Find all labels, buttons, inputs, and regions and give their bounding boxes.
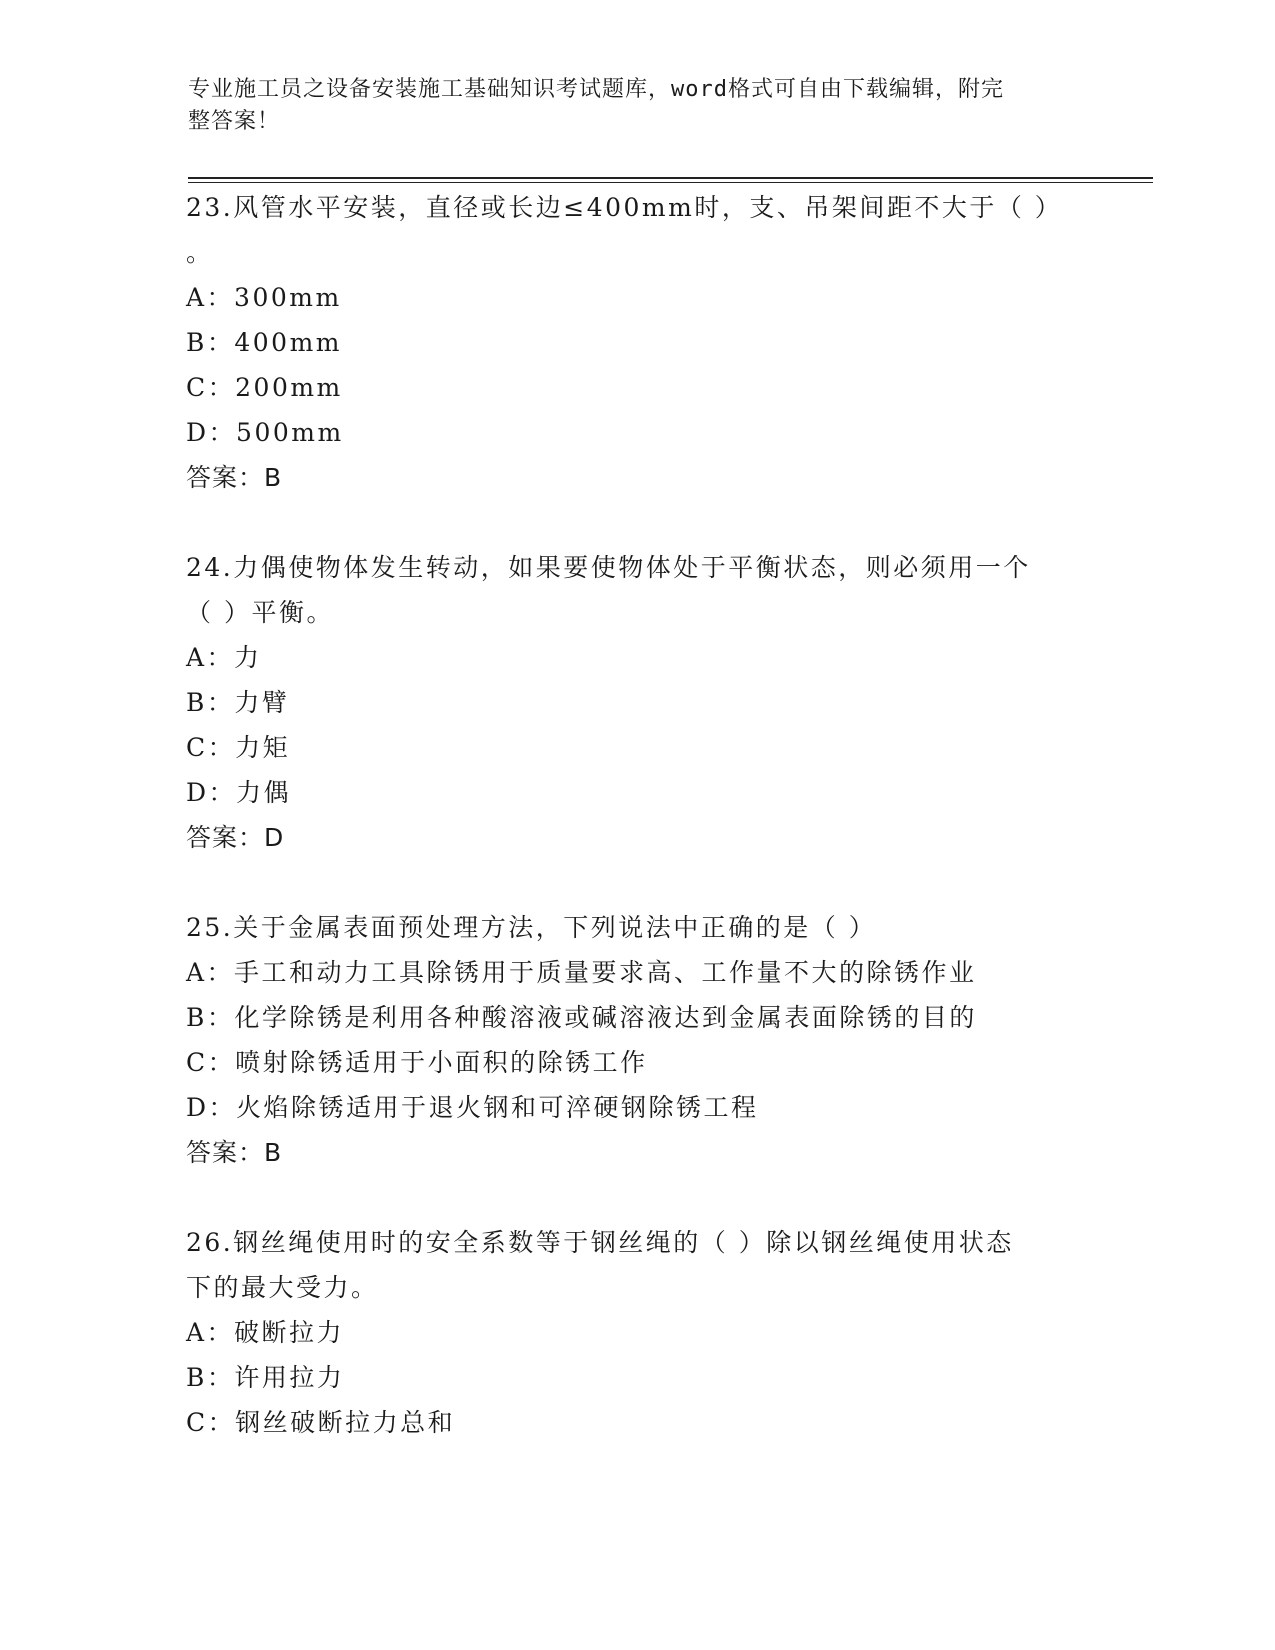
option-a: A：手工和动力工具除锈用于质量要求高、工作量不大的除锈作业 [186,958,977,987]
question-stem: 23.风管水平安装，直径或长边≤400mm时，支、吊架间距不大于（ ） [186,193,1063,222]
document-header [188,74,1068,138]
header-divider-thick [188,177,1153,179]
option-a: A：破断拉力 [186,1318,345,1347]
option-d: D：力偶 [186,778,292,807]
option-b: B：力臂 [186,688,290,717]
question-24 [186,545,1086,860]
option-c: C：200mm [186,373,343,402]
question-23 [186,185,1086,500]
question-stem-continued: 。 [186,238,214,267]
question-stem-continued: （ ）平衡。 [186,598,334,627]
question-stem: 25.关于金属表面预处理方法，下列说法中正确的是（ ） [186,913,877,942]
option-a: A：力 [186,643,262,672]
header-divider-thin [188,182,1153,183]
option-d: D：火焰除锈适用于退火钢和可淬硬钢除锈工程 [186,1093,759,1122]
option-b: B：许用拉力 [186,1363,345,1392]
question-stem-continued: 下的最大受力。 [186,1273,379,1302]
answer: 答案：D [186,823,285,852]
option-c: C：喷射除锈适用于小面积的除锈工作 [186,1048,648,1077]
option-b: B：400mm [186,328,343,357]
header-line-2: 整答案！ [188,109,281,134]
option-c: C：钢丝破断拉力总和 [186,1408,456,1437]
answer: 答案：B [186,1138,283,1167]
question-stem: 24.力偶使物体发生转动，如果要使物体处于平衡状态，则必须用一个 [186,553,1031,582]
header-line-1: 专业施工员之设备安装施工基础知识考试题库，word格式可自由下载编辑，附完 [188,77,1004,102]
option-c: C：力矩 [186,733,291,762]
option-a: A：300mm [186,283,342,312]
question-stem: 26.钢丝绳使用时的安全系数等于钢丝绳的（ ）除以钢丝绳使用状态 [186,1228,1014,1257]
question-26 [186,1220,1086,1445]
answer: 答案：B [186,463,283,492]
question-25 [186,905,1086,1175]
option-b: B：化学除锈是利用各种酸溶液或碱溶液达到金属表面除锈的目的 [186,1003,977,1032]
option-d: D：500mm [186,418,344,447]
